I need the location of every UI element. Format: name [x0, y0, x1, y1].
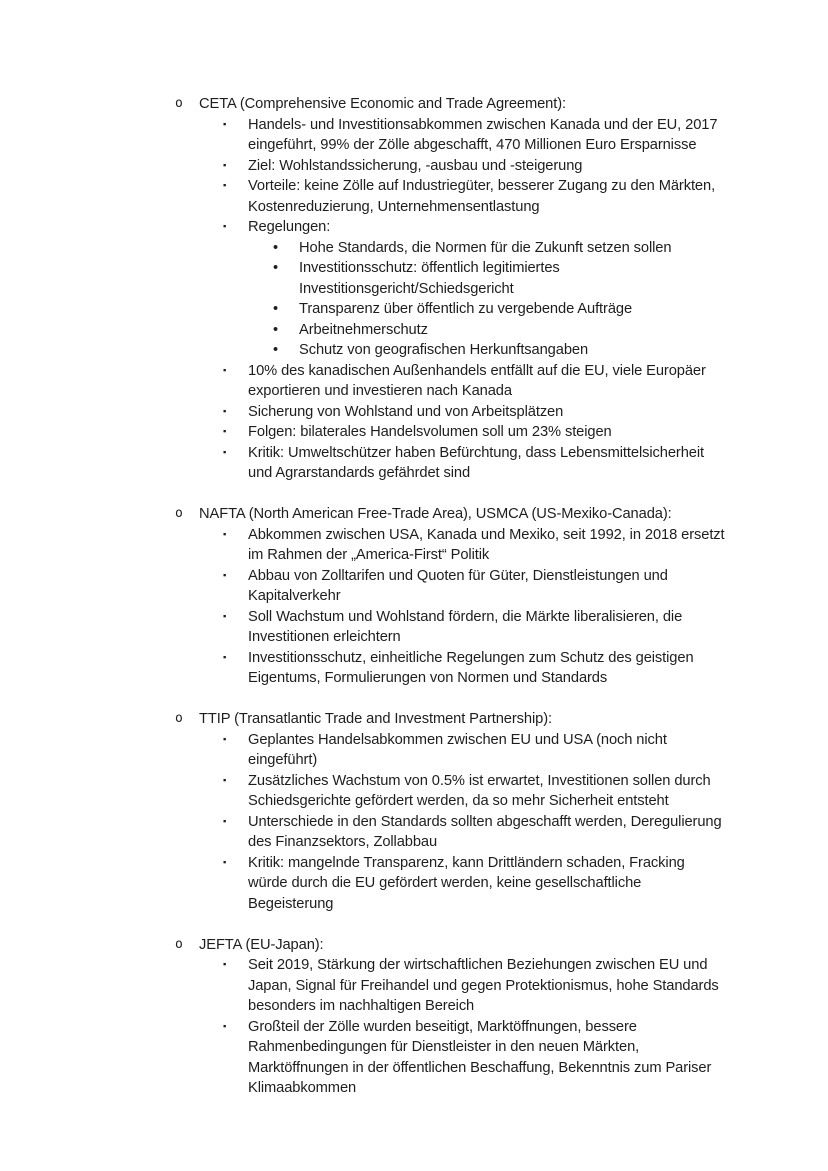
list-item-text: Handels- und Investitionsabkommen zwischen Kanada und der EU, 2017: [248, 116, 718, 133]
bullet-level3-icon: •: [273, 342, 278, 358]
list-line: [0, 935, 828, 956]
list-item-text: Abbau von Zolltarifen und Quoten für Güter, Dienstleistungen und: [248, 567, 668, 584]
list-line: [0, 340, 828, 361]
list-item-text: Schutz von geografischen Herkunftsangaben: [299, 342, 589, 358]
list-line: [0, 873, 828, 894]
bullet-level2-icon: ▪: [223, 856, 227, 868]
list-item-text: Ziel: Wohlstandssicherung, -ausbau und -steigerung: [248, 157, 583, 174]
section: [0, 935, 828, 1099]
list-line: [0, 607, 828, 628]
list-item-text: Regelungen:: [248, 219, 331, 235]
bullet-level1-icon: o: [175, 711, 183, 726]
list-line: [0, 832, 828, 853]
list-item-text: Folgen: bilaterales Handelsvolumen soll um 23% steigen: [248, 424, 612, 440]
bullet-level3-icon: •: [273, 260, 278, 276]
list-item-text: Geplantes Handelsabkommen zwischen EU und USA (noch nicht: [248, 731, 667, 748]
list-line: [0, 381, 828, 402]
list-line: [0, 955, 828, 976]
list-item-text: Begeisterung: [248, 895, 334, 912]
bullet-level3-icon: •: [273, 301, 278, 317]
list-line: [0, 279, 828, 300]
bullet-level2-icon: ▪: [223, 528, 227, 540]
bullet-level2-icon: ▪: [223, 426, 227, 437]
list-line: [0, 463, 828, 484]
list-item-text: Transparenz über öffentlich zu vergebende Aufträge: [299, 301, 633, 317]
list-line: [0, 176, 828, 197]
bullet-level1-icon: o: [175, 506, 183, 521]
section: [0, 94, 828, 484]
list-item-text: Kapitalverkehr: [248, 588, 341, 604]
list-item-text: Soll Wachstum und Wohlstand fördern, die Märkte liberalisieren, die: [248, 608, 683, 625]
list-item-text: Abkommen zwischen USA, Kanada und Mexiko, seit 1992, in 2018 ersetzt: [248, 526, 725, 543]
list-line: [0, 750, 828, 771]
bullet-level2-icon: ▪: [223, 446, 227, 458]
list-item-text: Vorteile: keine Zölle auf Industriegüter, besserer Zugang zu den Märkten,: [248, 178, 716, 194]
list-item-text: Unterschiede in den Standards sollten abgeschafft werden, Deregulierung: [248, 813, 722, 830]
list-line: [0, 730, 828, 751]
bullet-level2-icon: ▪: [223, 610, 227, 622]
list-item-text: und Agrarstandards gefährdet sind: [248, 465, 471, 481]
bullet-level1-icon: o: [175, 96, 183, 111]
list-item-text: Sicherung von Wohlstand und von Arbeitsplätzen: [248, 403, 564, 420]
bullet-level2-icon: ▪: [223, 733, 227, 745]
list-item-text: 10% des kanadischen Außenhandels entfällt auf die EU, viele Europäer: [248, 362, 706, 379]
bullet-level1-icon: o: [175, 936, 183, 952]
bullet-level2-icon: ▪: [223, 221, 227, 232]
bullet-level2-icon: ▪: [223, 651, 227, 663]
list-line: [0, 1017, 828, 1038]
list-item-text: Schiedsgerichte gefördert werden, da so mehr Sicherheit entsteht: [248, 793, 669, 809]
list-item-text: Arbeitnehmerschutz: [299, 321, 428, 338]
list-line: [0, 709, 828, 730]
list-line: [0, 545, 828, 566]
section-title: NAFTA (North American Free-Trade Area), USMCA (US-Mexiko-Canada):: [199, 506, 672, 522]
list-line: [0, 791, 828, 812]
bullet-level3-icon: •: [273, 239, 278, 256]
list-line: [0, 586, 828, 607]
list-line: [0, 771, 828, 792]
bullet-level2-icon: ▪: [223, 405, 227, 417]
bullet-level2-icon: ▪: [223, 774, 227, 786]
list-line: [0, 668, 828, 689]
list-line: [0, 566, 828, 587]
list-line: [0, 1058, 828, 1079]
list-line: [0, 299, 828, 320]
list-line: [0, 443, 828, 464]
section: [0, 504, 828, 689]
list-item-text: Investitionsgericht/Schiedsgericht: [299, 280, 514, 297]
section-title: JEFTA (EU-Japan):: [199, 936, 324, 953]
list-line: [0, 197, 828, 218]
list-item-text: Kritik: mangelnde Transparenz, kann Drittländern schaden, Fracking: [248, 854, 685, 871]
list-item-text: Rahmenbedingungen für Dienstleister in den neuen Märkten,: [248, 1039, 640, 1055]
list-line: [0, 504, 828, 525]
list-item-text: besonders im nachhaltigen Bereich: [248, 998, 475, 1014]
list-item-text: Kostenreduzierung, Unternehmensentlastung: [248, 198, 540, 215]
list-item-text: des Finanzsektors, Zollabbau: [248, 834, 438, 850]
list-line: [0, 135, 828, 156]
list-line: [0, 402, 828, 423]
list-item-text: würde durch die EU gefördert werden, keine gesellschaftliche: [248, 875, 642, 891]
list-line: [0, 320, 828, 341]
list-line: [0, 238, 828, 259]
list-item-text: Investitionsschutz, einheitliche Regelungen zum Schutz des geistigen: [248, 649, 694, 666]
list-line: [0, 976, 828, 997]
list-item-text: Marktöffnungen in der öffentlichen Beschaffung, Bekenntnis zum Pariser: [248, 1059, 712, 1076]
list-item-text: Investitionsschutz: öffentlich legitimiertes: [299, 260, 560, 276]
list-item-text: eingeführt, 99% der Zölle abgeschafft, 470 Millionen Euro Ersparnisse: [248, 137, 697, 153]
list-line: [0, 996, 828, 1017]
list-line: [0, 94, 828, 115]
bullet-level2-icon: ▪: [223, 1020, 227, 1032]
list-item-text: Investitionen erleichtern: [248, 629, 401, 645]
list-line: [0, 258, 828, 279]
list-item-text: Großteil der Zölle wurden beseitigt, Marktöffnungen, bessere: [248, 1018, 637, 1035]
section-title: CETA (Comprehensive Economic and Trade Agreement):: [199, 96, 566, 112]
list-line: [0, 115, 828, 136]
bullet-level2-icon: ▪: [223, 118, 227, 130]
section-title: TTIP (Transatlantic Trade and Investment Partnership):: [199, 711, 552, 727]
list-line: [0, 525, 828, 546]
bullet-level2-icon: ▪: [223, 815, 227, 827]
list-line: [0, 853, 828, 874]
document-body: [0, 94, 828, 1099]
list-item-text: eingeführt): [248, 752, 318, 768]
list-line: [0, 1078, 828, 1099]
bullet-level2-icon: ▪: [223, 959, 227, 970]
list-item-text: exportieren und investieren nach Kanada: [248, 383, 512, 399]
list-line: [0, 422, 828, 443]
bullet-level2-icon: ▪: [223, 159, 227, 171]
list-line: [0, 156, 828, 177]
bullet-level2-icon: ▪: [223, 569, 227, 581]
list-item-text: Klimaabkommen: [248, 1080, 357, 1096]
list-line: [0, 627, 828, 648]
list-item-text: Seit 2019, Stärkung der wirtschaftlichen Beziehungen zwischen EU und: [248, 957, 708, 973]
list-line: [0, 894, 828, 915]
list-item-text: Hohe Standards, die Normen für die Zukunft setzen sollen: [299, 239, 672, 256]
list-line: [0, 361, 828, 382]
bullet-level2-icon: ▪: [223, 180, 227, 191]
list-item-text: Kritik: Umweltschützer haben Befürchtung, dass Lebensmittelsicherheit: [248, 444, 704, 461]
list-line: [0, 812, 828, 833]
list-line: [0, 648, 828, 669]
list-item-text: im Rahmen der „America-First“ Politik: [248, 547, 490, 563]
bullet-level2-icon: ▪: [223, 364, 227, 376]
bullet-level3-icon: •: [273, 321, 278, 338]
list-line: [0, 217, 828, 238]
list-item-text: Japan, Signal für Freihandel und gegen Protektionismus, hohe Standards: [248, 977, 719, 994]
list-item-text: Eigentums, Formulierungen von Normen und Standards: [248, 670, 608, 686]
section: [0, 709, 828, 914]
list-item-text: Zusätzliches Wachstum von 0.5% ist erwartet, Investitionen sollen durch: [248, 772, 711, 789]
list-line: [0, 1037, 828, 1058]
